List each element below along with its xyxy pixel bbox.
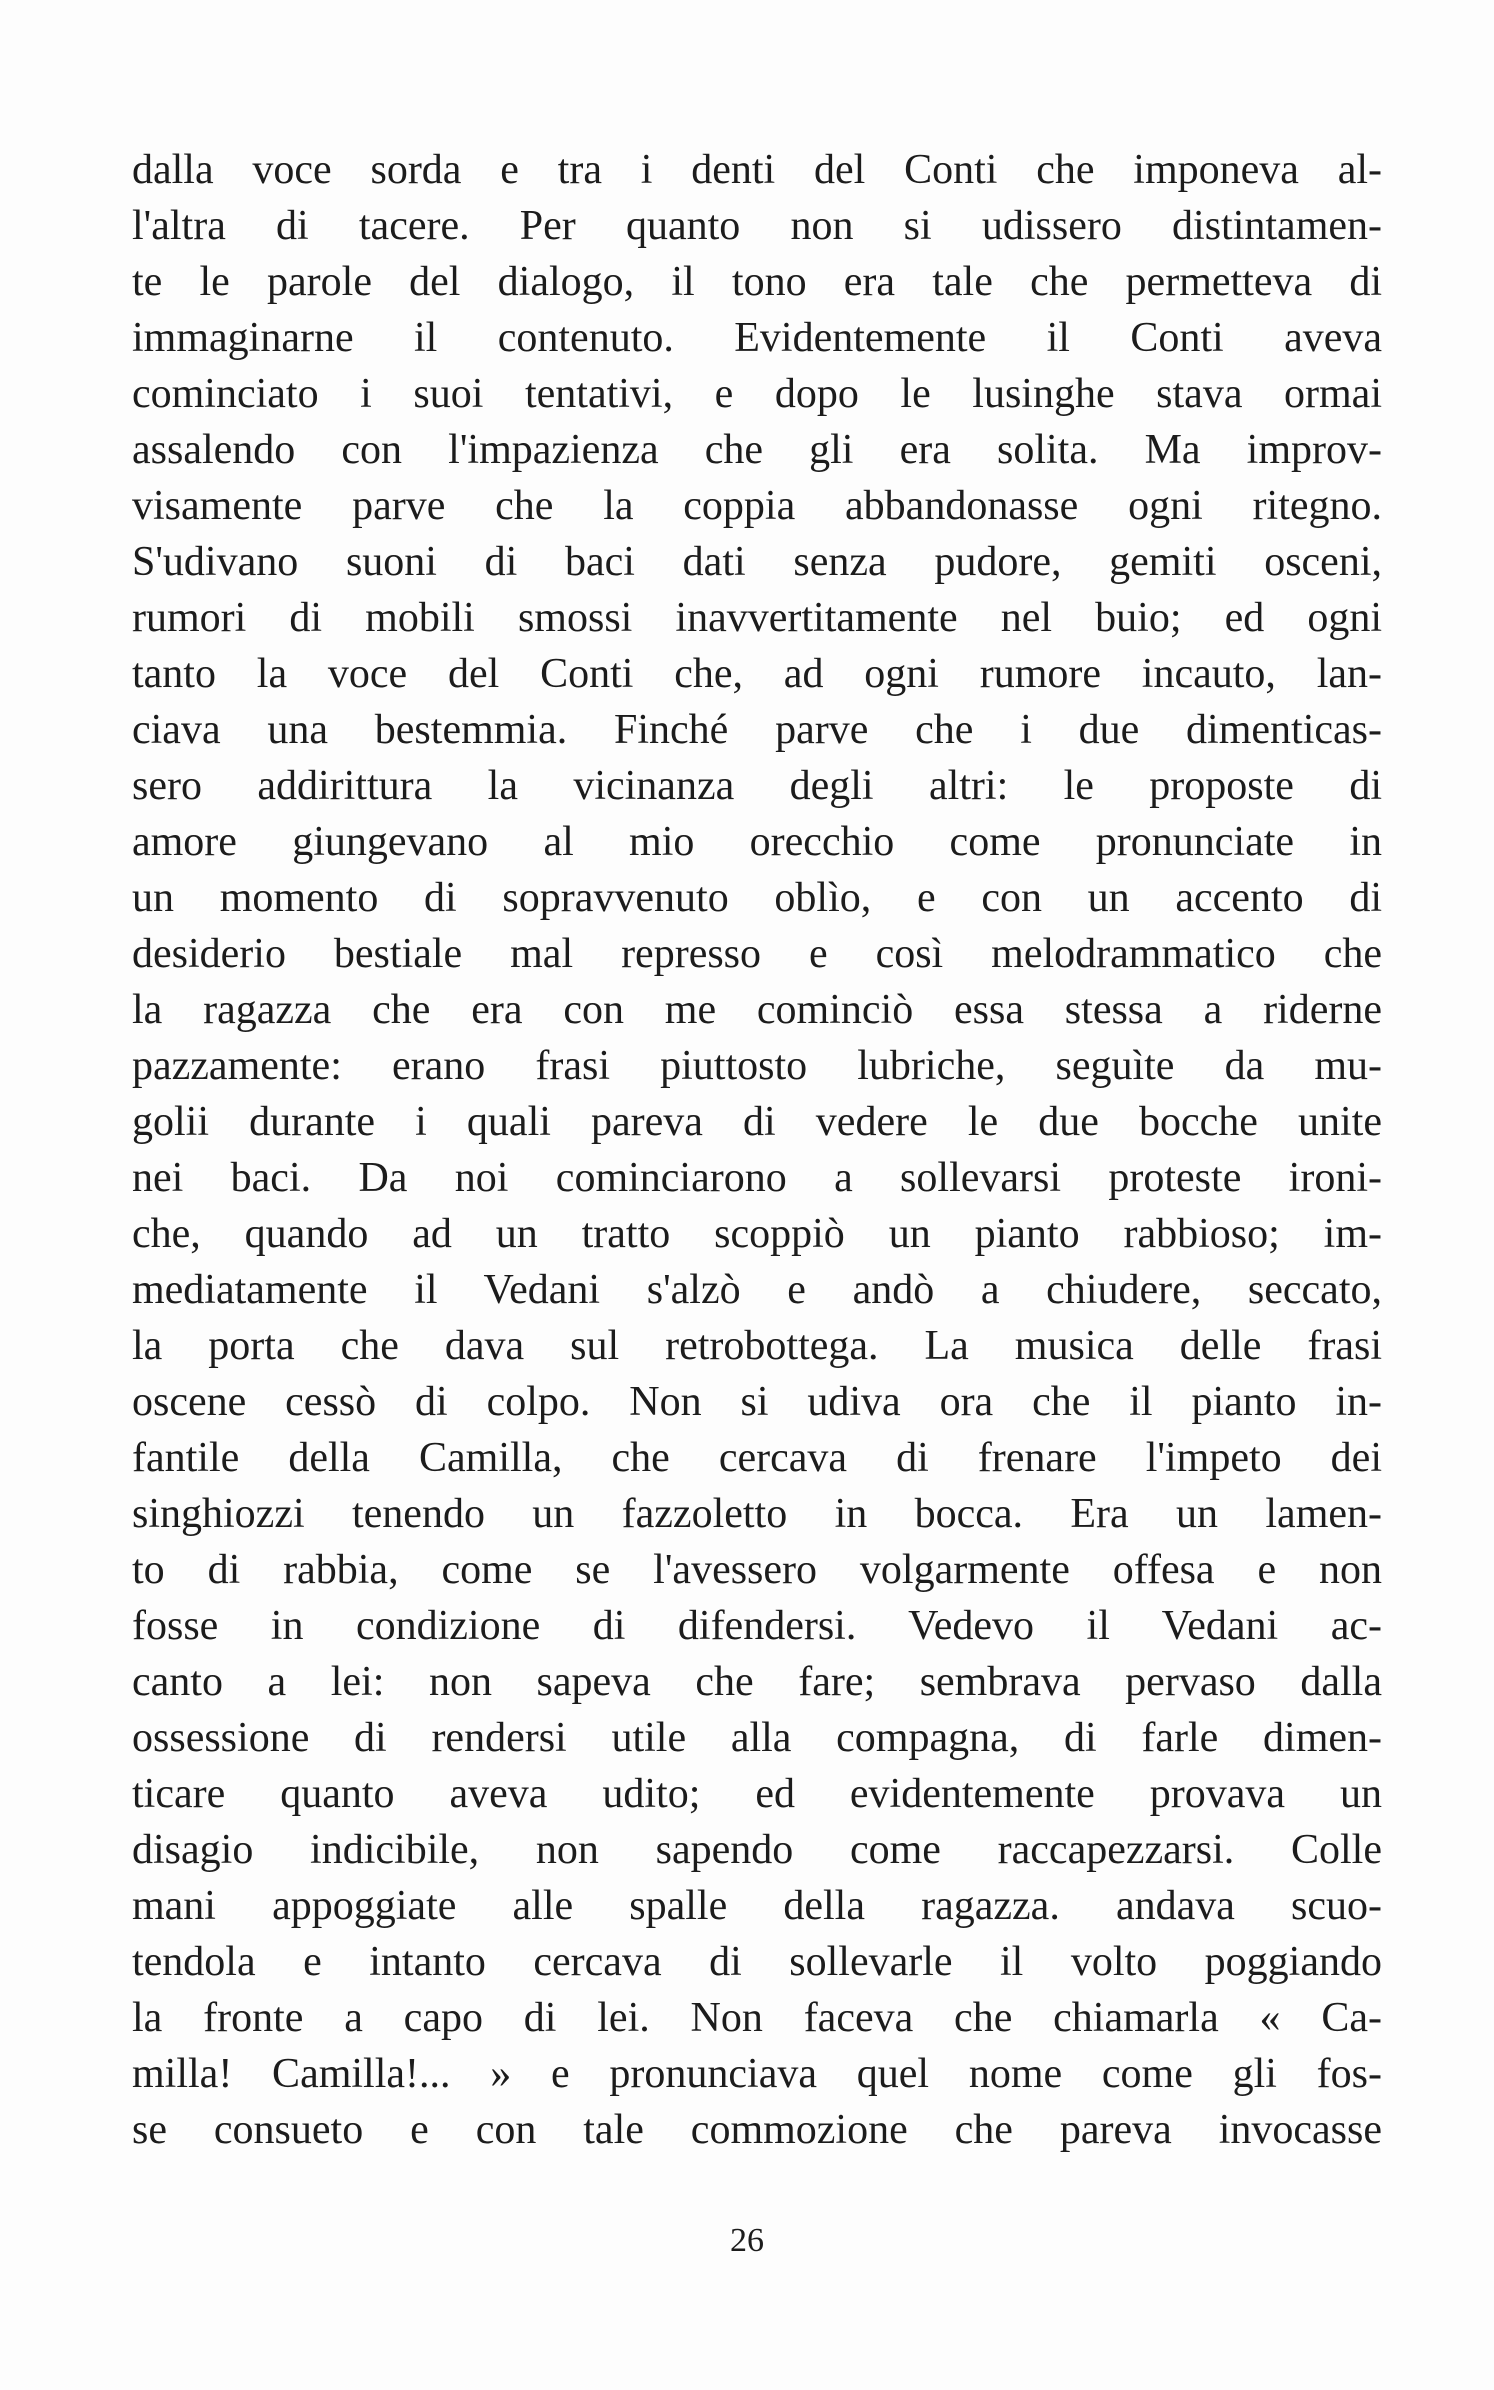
text-line: mediatamente il Vedani s'alzò e andò a chiudere, seccato, — [132, 1267, 1382, 1313]
text-line: desiderio bestiale mal represso e così melodrammatico che — [132, 931, 1382, 977]
text-line: ticare quanto aveva udito; ed evidentemente provava un — [132, 1771, 1382, 1817]
text-line: dalla voce sorda e tra i denti del Conti che imponeva al- — [132, 147, 1382, 193]
text-line: assalendo con l'impazienza che gli era solita. Ma improv- — [132, 427, 1382, 473]
text-line: to di rabbia, come se l'avessero volgarmente offesa e non — [132, 1547, 1382, 1593]
text-line: tendola e intanto cercava di sollevarle il volto poggiando — [132, 1939, 1382, 1985]
text-line: pazzamente: erano frasi piuttosto lubriche, seguìte da mu- — [132, 1043, 1382, 1089]
text-line: la porta che dava sul retrobottega. La musica delle frasi — [132, 1323, 1382, 1369]
text-line: disagio indicibile, non sapendo come raccapezzarsi. Colle — [132, 1827, 1382, 1873]
text-line: oscene cessò di colpo. Non si udiva ora che il pianto in- — [132, 1379, 1382, 1425]
text-line: la fronte a capo di lei. Non faceva che chiamarla « Ca- — [132, 1995, 1382, 2041]
text-line: sero addirittura la vicinanza degli altri: le proposte di — [132, 763, 1382, 809]
text-line: la ragazza che era con me cominciò essa stessa a riderne — [132, 987, 1382, 1033]
text-line: fantile della Camilla, che cercava di frenare l'impeto dei — [132, 1435, 1382, 1481]
text-line: se consueto e con tale commozione che pareva invocasse — [132, 2107, 1382, 2153]
text-line: te le parole del dialogo, il tono era tale che permetteva di — [132, 259, 1382, 305]
text-line: S'udivano suoni di baci dati senza pudore, gemiti osceni, — [132, 539, 1382, 585]
text-line: ossessione di rendersi utile alla compagna, di farle dimen- — [132, 1715, 1382, 1761]
body-text — [132, 142, 1382, 2158]
text-line: rumori di mobili smossi inavvertitamente nel buio; ed ogni — [132, 595, 1382, 641]
text-line: cominciato i suoi tentativi, e dopo le lusinghe stava ormai — [132, 371, 1382, 417]
text-line: che, quando ad un tratto scoppiò un pianto rabbioso; im- — [132, 1211, 1382, 1257]
text-line: l'altra di tacere. Per quanto non si udissero distintamen- — [132, 203, 1382, 249]
text-line: mani appoggiate alle spalle della ragazza. andava scuo- — [132, 1883, 1382, 1929]
text-line: singhiozzi tenendo un fazzoletto in bocca. Era un lamen- — [132, 1491, 1382, 1537]
text-line: fosse in condizione di difendersi. Vedevo il Vedani ac- — [132, 1603, 1382, 1649]
text-line: golii durante i quali pareva di vedere le due bocche unite — [132, 1099, 1382, 1145]
text-line: immaginarne il contenuto. Evidentemente il Conti aveva — [132, 315, 1382, 361]
text-line: nei baci. Da noi cominciarono a sollevarsi proteste ironi- — [132, 1155, 1382, 1201]
text-line: visamente parve che la coppia abbandonasse ogni ritegno. — [132, 483, 1382, 529]
text-line: milla! Camilla!... » e pronunciava quel nome come gli fos- — [132, 2051, 1382, 2097]
text-line: un momento di sopravvenuto oblìo, e con un accento di — [132, 875, 1382, 921]
text-line: tanto la voce del Conti che, ad ogni rumore incauto, lan- — [132, 651, 1382, 697]
text-line: canto a lei: non sapeva che fare; sembrava pervaso dalla — [132, 1659, 1382, 1705]
text-line: amore giungevano al mio orecchio come pronunciate in — [132, 819, 1382, 865]
page-number: 26 — [730, 2222, 764, 2259]
text-line: ciava una bestemmia. Finché parve che i due dimenticas- — [132, 707, 1382, 753]
